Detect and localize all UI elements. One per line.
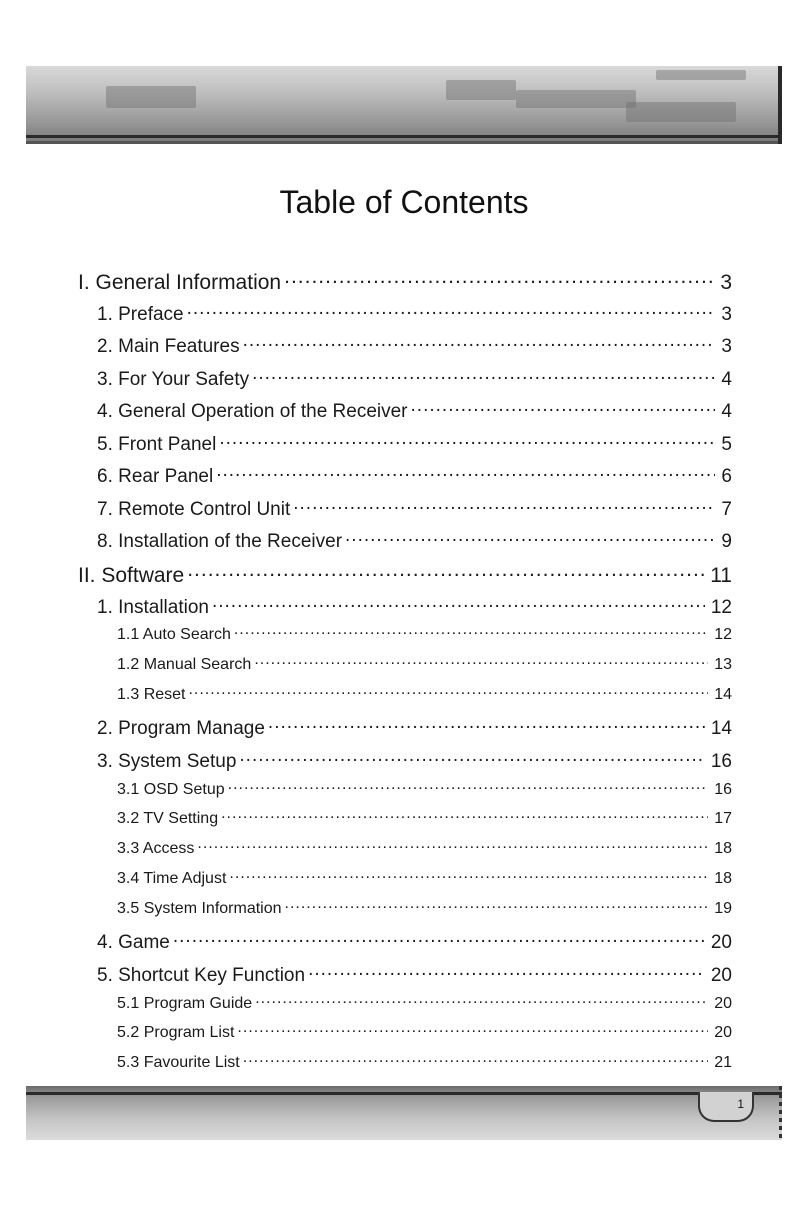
dot-leader — [221, 807, 708, 823]
dot-leader — [197, 837, 708, 853]
toc-entry-page: 11 — [710, 564, 732, 587]
toc-entry[interactable] — [97, 528, 732, 553]
toc-entry-label: 6. Rear Panel — [97, 466, 214, 487]
toc-entry-label: II. Software — [78, 564, 185, 587]
toc-entry[interactable] — [117, 867, 732, 888]
dot-leader — [187, 561, 704, 582]
toc-entry-label: 4. Game — [97, 932, 170, 953]
toc-entry-label: 5. Front Panel — [97, 434, 217, 455]
toc-entry[interactable] — [117, 1051, 732, 1072]
toc-entry-page: 3 — [721, 304, 732, 325]
header-banner — [26, 66, 782, 144]
dot-leader — [188, 683, 708, 699]
dot-leader — [308, 962, 705, 981]
toc-entry-page: 20 — [714, 1024, 732, 1041]
dot-leader — [293, 496, 715, 515]
toc-entry-label: 5.2 Program List — [117, 1024, 235, 1041]
toc-entry-label: 5.3 Favourite List — [117, 1054, 240, 1071]
toc-entry[interactable] — [97, 929, 732, 954]
toc-entry-page: 5 — [721, 434, 732, 455]
toc-entry-label: 5. Shortcut Key Function — [97, 965, 306, 986]
page-title: Table of Contents — [279, 184, 529, 220]
toc-entry[interactable] — [117, 683, 732, 704]
toc-entry-page: 17 — [714, 810, 732, 827]
dot-leader — [239, 748, 704, 767]
toc-entry-label: 5.1 Program Guide — [117, 995, 253, 1012]
dot-leader — [173, 929, 705, 948]
toc-entry-page: 9 — [721, 531, 732, 552]
dot-leader — [254, 653, 708, 669]
toc-entry-label: 3.3 Access — [117, 840, 195, 857]
toc-entry[interactable] — [97, 962, 732, 987]
toc-entry-page: 3 — [721, 336, 732, 357]
toc-entry-page: 14 — [714, 686, 732, 703]
toc-entry[interactable] — [97, 594, 732, 619]
toc-entry-page: 18 — [714, 870, 732, 887]
toc-entry-page: 19 — [714, 900, 732, 917]
toc-entry-page: 20 — [710, 965, 732, 986]
footer-banner — [26, 1086, 782, 1140]
dot-leader — [216, 463, 715, 482]
dot-leader — [411, 398, 716, 417]
toc-entry-label: 8. Installation of the Receiver — [97, 531, 343, 552]
toc-entry-page: 20 — [710, 932, 732, 953]
dot-leader — [234, 623, 708, 639]
toc-entry-label: 1.3 Reset — [117, 686, 186, 703]
dot-leader — [212, 594, 705, 613]
toc-entry-page: 13 — [714, 656, 732, 673]
toc-entry[interactable] — [97, 398, 732, 423]
page-number: 1 — [698, 1092, 754, 1122]
toc-entry-label: 3.2 TV Setting — [117, 810, 219, 827]
toc-entry-page: 14 — [710, 718, 732, 739]
toc-entry-page: 3 — [720, 271, 732, 294]
toc-entry-page: 12 — [714, 626, 732, 643]
dot-leader — [252, 366, 715, 385]
toc-entry-label: I. General Information — [78, 271, 282, 294]
toc-entry[interactable] — [97, 748, 732, 773]
dot-leader — [255, 992, 708, 1008]
toc-entry[interactable] — [97, 333, 732, 358]
toc-entry[interactable] — [97, 366, 732, 391]
toc-entry[interactable] — [117, 897, 732, 918]
toc-entry-label: 1. Preface — [97, 304, 184, 325]
toc-entry[interactable] — [97, 715, 732, 740]
dot-leader — [219, 431, 715, 450]
toc-entry[interactable] — [117, 992, 732, 1013]
dot-leader — [243, 1051, 708, 1067]
dot-leader — [229, 867, 708, 883]
toc-entry-page: 4 — [721, 401, 732, 422]
toc-entry-label: 4. General Operation of the Receiver — [97, 401, 408, 422]
toc-entry-page: 4 — [721, 369, 732, 390]
toc-entry[interactable] — [78, 268, 732, 295]
toc-entry-page: 7 — [721, 499, 732, 520]
dot-leader — [228, 778, 709, 794]
toc-entry-page: 21 — [714, 1054, 732, 1071]
toc-entry-page: 16 — [714, 781, 732, 798]
toc-entry-label: 2. Main Features — [97, 336, 240, 357]
dot-leader — [237, 1021, 708, 1037]
dot-leader — [284, 268, 714, 289]
toc-entry[interactable] — [117, 837, 732, 858]
toc-entry-label: 3. System Setup — [97, 751, 237, 772]
toc-entry-label: 3.1 OSD Setup — [117, 781, 225, 798]
toc-entry-label: 2. Program Manage — [97, 718, 265, 739]
toc-entry-page: 18 — [714, 840, 732, 857]
toc-entry[interactable] — [117, 653, 732, 674]
toc-entry[interactable] — [97, 496, 732, 521]
toc-entry-page: 12 — [710, 597, 732, 618]
toc-entry[interactable] — [117, 778, 732, 799]
dot-leader — [285, 897, 709, 913]
dot-leader — [187, 301, 716, 320]
toc-entry[interactable] — [97, 301, 732, 326]
toc-entry[interactable] — [117, 807, 732, 828]
toc-entry-page: 16 — [710, 751, 732, 772]
toc-entry-label: 1.2 Manual Search — [117, 656, 252, 673]
toc-entry-label: 3. For Your Safety — [97, 369, 250, 390]
toc-entry[interactable] — [78, 561, 732, 588]
toc-entry-label: 3.4 Time Adjust — [117, 870, 227, 887]
toc-entry-label: 1.1 Auto Search — [117, 626, 231, 643]
toc-entry-page: 20 — [714, 995, 732, 1012]
toc-entry-label: 7. Remote Control Unit — [97, 499, 291, 520]
toc-entry[interactable] — [97, 431, 732, 456]
dot-leader — [243, 333, 716, 352]
toc-entry[interactable] — [117, 623, 732, 644]
toc-entry-label: 3.5 System Information — [117, 900, 282, 917]
toc-entry[interactable] — [97, 463, 732, 488]
dot-leader — [268, 715, 705, 734]
toc-entry[interactable] — [117, 1021, 732, 1042]
toc-entry-label: 1. Installation — [97, 597, 209, 618]
toc-entry-page: 6 — [721, 466, 732, 487]
dot-leader — [345, 528, 715, 547]
